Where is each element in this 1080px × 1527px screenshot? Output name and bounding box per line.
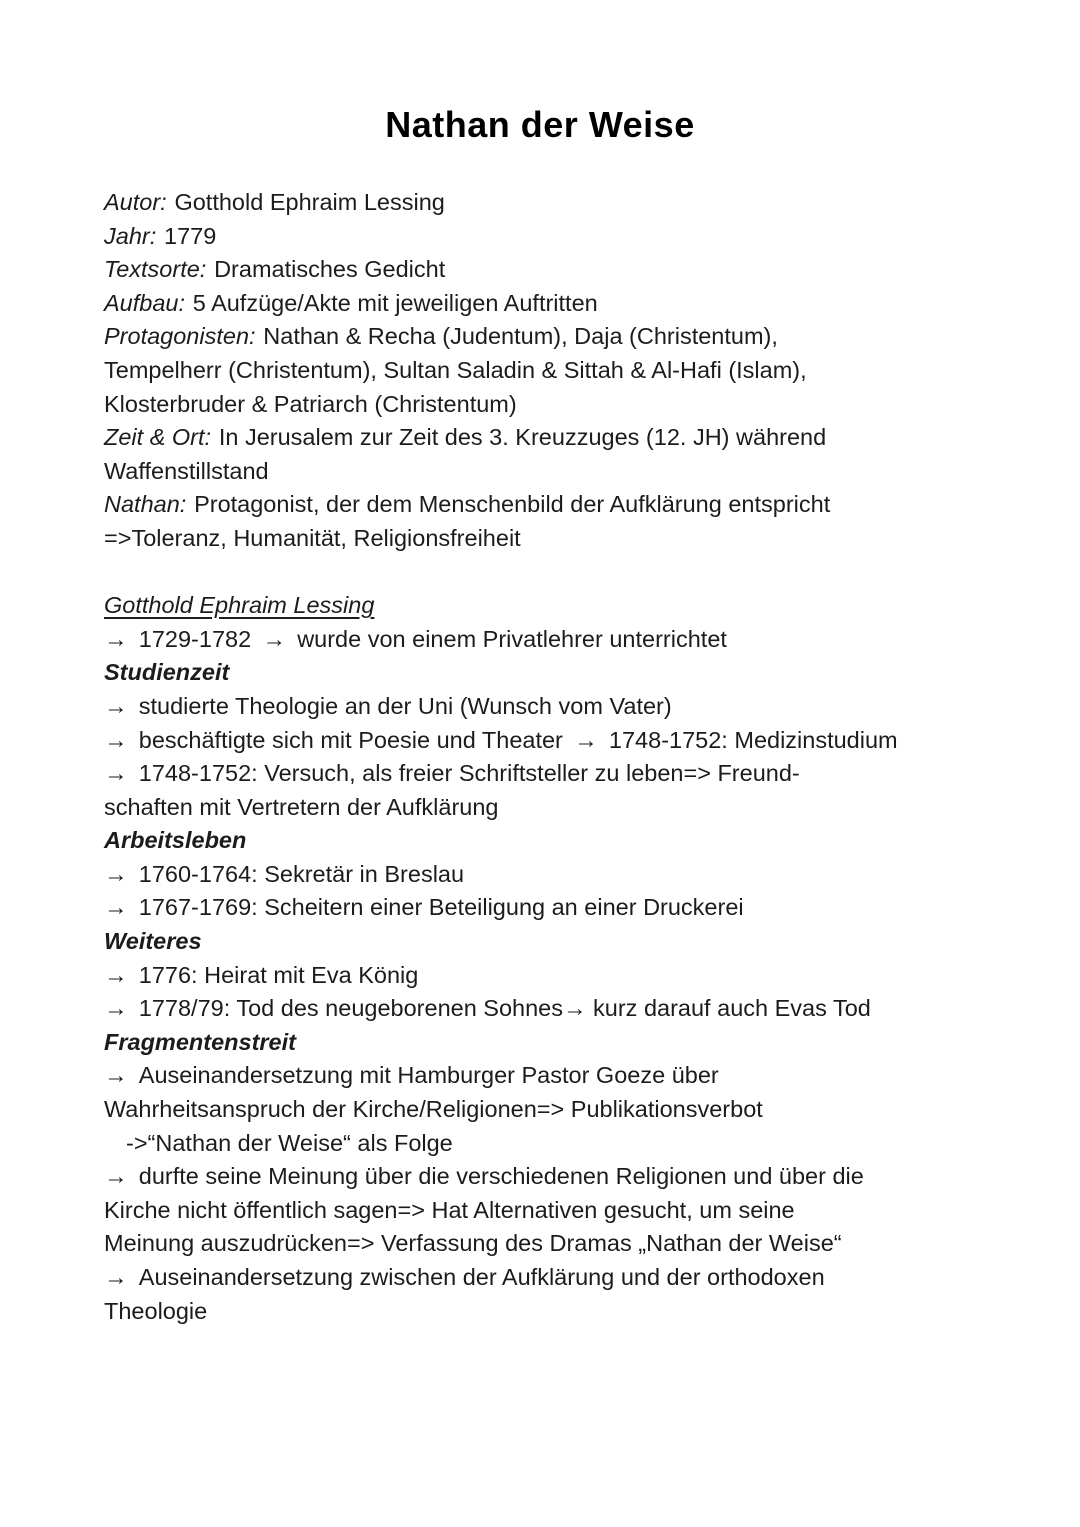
text-line: Kirche nicht öffentlich sagen=> Hat Alternativen gesucht, um seine	[104, 1196, 795, 1223]
indented-line: ->“Nathan der Weise“ als Folge	[126, 1129, 453, 1156]
line-text: 1776: Heirat mit Eva König	[138, 961, 419, 988]
info-line	[104, 320, 980, 354]
text-line: Klosterbruder & Patriarch (Christentum)	[104, 390, 517, 417]
info-line	[104, 421, 980, 455]
text-line: Meinung auszudrücken=> Verfassung des Dramas „Nathan der Weise“	[104, 1230, 842, 1257]
info-label: Aufbau:	[104, 289, 186, 316]
arrow-bullet-icon: →	[104, 625, 128, 652]
subsection-heading: Weiteres	[104, 928, 202, 955]
line-text: beschäftigte sich mit Poesie und Theater	[138, 726, 563, 753]
text-line: Theologie	[104, 1297, 208, 1324]
arrow-bullet-icon: →	[104, 961, 128, 988]
bullet-line	[104, 1160, 864, 1194]
text-line: =>Toleranz, Humanität, Religionsfreiheit	[104, 524, 521, 551]
line-text: Auseinandersetzung zwischen der Aufklärung und der orthodoxen	[138, 1264, 825, 1290]
arrow-bullet-icon: →	[104, 1062, 128, 1089]
bullet-line	[104, 891, 744, 925]
line-text: durfte seine Meinung über die verschiedenen Religionen und über die	[138, 1163, 864, 1190]
info-label: Zeit & Ort:	[104, 424, 212, 451]
line-text: 1767-1769: Scheitern einer Beteiligung an einer Druckerei	[138, 894, 744, 921]
bullet-line	[104, 623, 251, 657]
line-text: 1778/79: Tod des neugeborenen Sohnes→ kurz darauf auch Evas Tod	[138, 995, 871, 1022]
line-text: 1748-1752: Medizinstudium	[608, 726, 898, 753]
arrow-bullet-icon: →	[104, 894, 128, 921]
line-text: 1729-1782	[138, 625, 252, 652]
info-line	[104, 488, 980, 522]
info-line	[104, 287, 980, 321]
bullet-line	[104, 724, 563, 758]
line-text: Auseinandersetzung mit Hamburger Pastor Goeze über	[138, 1062, 719, 1089]
spacer	[104, 556, 980, 590]
line-text: 1760-1764: Sekretär in Breslau	[138, 860, 465, 887]
info-label: Autor:	[104, 189, 167, 215]
info-line	[104, 186, 980, 220]
line-text: 1748-1752: Versuch, als freier Schriftsteller zu leben=> Freund-	[138, 760, 800, 787]
bullet-line	[104, 992, 871, 1026]
bullet-line	[104, 757, 800, 791]
line-text: Nathan & Recha (Judentum), Daja (Christentum),	[263, 323, 778, 350]
line-text: 5 Aufzüge/Akte mit jeweiligen Auftritten	[192, 289, 598, 316]
info-label: Protagonisten:	[104, 323, 256, 350]
document-body	[104, 186, 980, 1328]
bullet-line	[574, 724, 897, 758]
text-line: Tempelherr (Christentum), Sultan Saladin & Sittah & Al-Hafi (Islam),	[104, 356, 807, 383]
info-label: Nathan:	[104, 491, 187, 518]
subsection-heading: Studienzeit	[104, 659, 230, 686]
subsection-heading: Arbeitsleben	[104, 827, 247, 854]
arrow-bullet-icon: →	[262, 625, 286, 652]
arrow-bullet-icon: →	[104, 1163, 128, 1190]
line-text: In Jerusalem zur Zeit des 3. Kreuzzuges (12. JH) während	[218, 424, 827, 451]
line-text: studierte Theologie an der Uni (Wunsch vom Vater)	[138, 692, 672, 719]
bullet-line	[104, 1059, 719, 1093]
text-line: Waffenstillstand	[104, 457, 269, 484]
bullet-line	[104, 959, 418, 993]
arrow-bullet-icon: →	[104, 1264, 128, 1290]
bullet-line	[104, 858, 464, 892]
info-label: Jahr:	[104, 222, 157, 249]
info-label: Textsorte:	[104, 256, 207, 283]
line-text: wurde von einem Privatlehrer unterrichtet	[297, 625, 727, 652]
bullet-line	[262, 623, 727, 657]
page-title: Nathan der Weise	[385, 104, 695, 145]
line-text: Dramatisches Gedicht	[214, 256, 446, 283]
arrow-bullet-icon: →	[104, 995, 128, 1022]
subsection-heading: Fragmentenstreit	[104, 1028, 296, 1055]
line-text: Protagonist, der dem Menschenbild der Aufklärung entspricht	[194, 491, 831, 518]
arrow-bullet-icon: →	[104, 860, 128, 887]
line-text: Gotthold Ephraim Lessing	[174, 189, 445, 215]
bullet-line	[104, 690, 672, 724]
text-line: Wahrheitsanspruch der Kirche/Religionen=> Publikationsverbot	[104, 1096, 763, 1123]
bullet-line	[104, 1261, 825, 1295]
info-line	[104, 220, 980, 254]
arrow-bullet-icon: →	[104, 726, 128, 753]
section-heading: Gotthold Ephraim Lessing	[104, 592, 375, 619]
arrow-bullet-icon: →	[104, 692, 128, 719]
line-text: 1779	[164, 222, 217, 249]
arrow-bullet-icon: →	[574, 726, 598, 753]
text-line: schaften mit Vertretern der Aufklärung	[104, 793, 499, 820]
info-line	[104, 253, 980, 287]
arrow-bullet-icon: →	[104, 760, 128, 787]
